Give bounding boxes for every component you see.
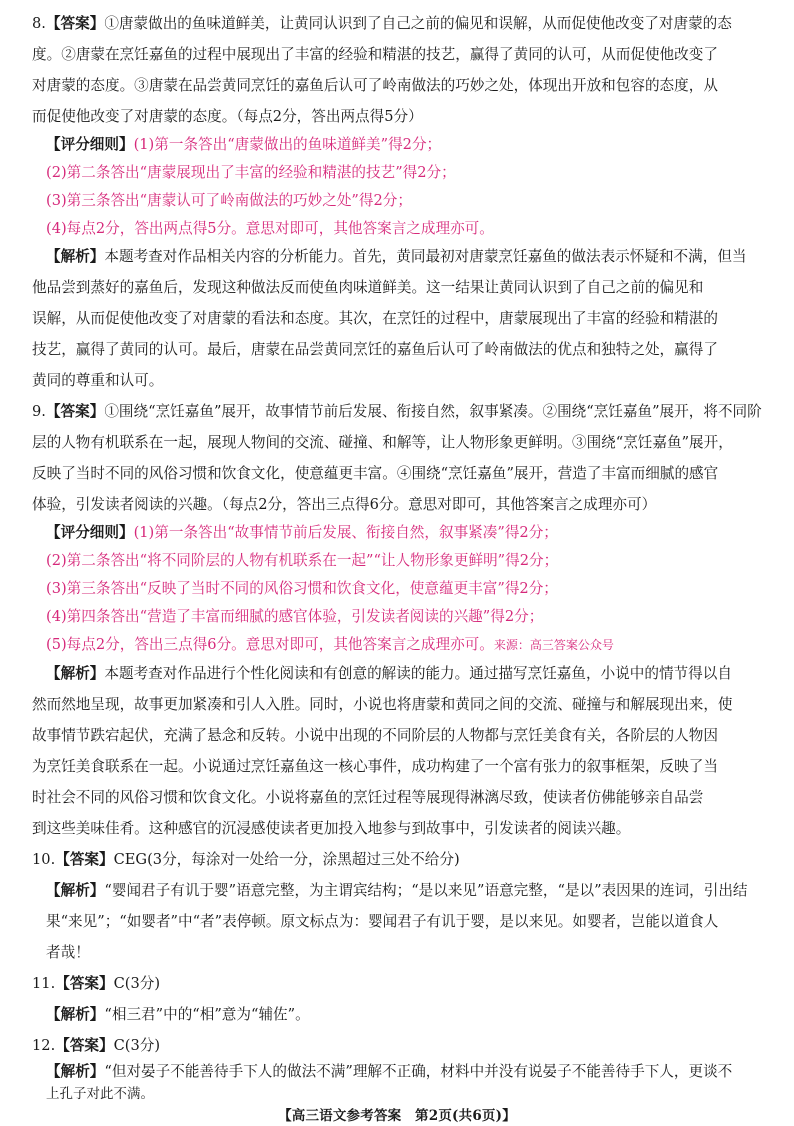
q9-analysis-line-6: 到这些美味佳肴。这种感官的沉浸感使读者更加投入地参与到故事中，引发读者的阅读兴趣。 xyxy=(32,820,631,837)
section-marker: 【解析】 xyxy=(46,1006,105,1023)
q9-scoring-line-1 xyxy=(46,523,558,543)
q8-answer-line-2: 度。②唐蒙在烹饪嘉鱼的过程中展现出了丰富的经验和精湛的技艺，赢得了黄同的认可，从而促使他改变了 xyxy=(32,46,718,63)
scoring-item: (1)第一条答出“唐蒙做出的鱼味道鲜美”得2分； xyxy=(133,136,442,153)
q12-analysis-line-2: 上孔子对此不满。 xyxy=(46,1086,154,1102)
q10-analysis-line-1: 【解析】“婴闻君子有讥于婴”语意完整，为主谓宾结构；“是以来见”语意完整，“是以”表因果的连词，引出结 xyxy=(46,882,748,899)
scoring-item: (5)每点2分，答出三点得6分。意思对即可，其他答案言之成理亦可。 xyxy=(46,636,494,653)
q8-analysis-line-1: 【解析】本题考查对作品相关内容的分析能力。首先，黄同最初对唐蒙烹饪嘉鱼的做法表示怀疑和不满，但当 xyxy=(46,248,747,265)
q8-scoring-line-3: (3)第三条答出“唐蒙认可了岭南做法的巧妙之处”得2分； xyxy=(46,192,412,209)
q9-answer-line-4: 体验，引发读者阅读的兴趣。（每点2分，答出三点得6分。意思对即可，其他答案言之成理亦可） xyxy=(32,496,657,513)
section-marker: 【答案】 xyxy=(55,1037,114,1054)
q10-analysis-line-2: 果“来见”；“如婴者”中“者”表停顿。原文标点为：婴闻君子有讥于婴，是以来见。如婴者，岂能以道食人 xyxy=(46,913,719,930)
q9-analysis-line-1: 【解析】本题考查对作品进行个性化阅读和有创意的解读的能力。通过描写烹饪嘉鱼，小说中的情节得以自 xyxy=(46,665,732,682)
q11-answer-line: 11.【答案】C(3分) xyxy=(32,975,161,992)
q9-scoring-line-5 xyxy=(46,635,614,655)
q10-answer-line: 10.【答案】CEG(3分，每涂对一处给一分，涂黑超过三处不给分) xyxy=(32,851,460,868)
section-marker: 【解析】 xyxy=(46,248,105,265)
q9-answer-line-1: 9.【答案】①围绕“烹饪嘉鱼”展开，故事情节前后发展、衔接自然，叙事紧凑。②围绕“烹饪嘉鱼”展开，将不同阶 xyxy=(32,403,762,420)
q8-answer-line-3: 对唐蒙的态度。③唐蒙在品尝黄同烹饪的嘉鱼后认可了岭南做法的巧妙之处，体现出开放和包容的态度，从 xyxy=(32,77,718,94)
q8-scoring-line-2: (2)第二条答出“唐蒙展现出了丰富的经验和精湛的技艺”得2分； xyxy=(46,164,456,181)
page-footer: 【高三语文参考答案 第2页(共6页)】 xyxy=(278,1108,516,1124)
q12-analysis-line-1: 【解析】“但对晏子不能善待手下人的做法不满”理解不正确，材料中并没有说晏子不能善待手下人，更谈不 xyxy=(46,1063,733,1080)
q8-analysis-line-3: 误解，从而促使他改变了对唐蒙的看法和态度。其次，在烹饪的过程中，唐蒙展现出了丰富的经验和精湛的 xyxy=(32,310,718,327)
q8-analysis-line-2: 他品尝到蒸好的嘉鱼后，发现这种做法反而使鱼肉味道鲜美。这一结果让黄同认识到了自己之前的偏见和 xyxy=(32,279,704,296)
q8-scoring-line-4: (4)每点2分，答出两点得5分。意思对即可，其他答案言之成理亦可。 xyxy=(46,220,494,237)
q9-answer-line-3: 反映了当时不同的风俗习惯和饮食文化，使意蕴更丰富。④围绕“烹饪嘉鱼”展开，营造了丰富而细腻的感官 xyxy=(32,465,719,482)
section-marker: 【答案】 xyxy=(55,851,114,868)
q8-answer-line-4: 而促使他改变了对唐蒙的态度。（每点2分，答出两点得5分） xyxy=(32,108,423,125)
scoring-item: (1)第一条答出“故事情节前后发展、衔接自然，叙事紧凑”得2分； xyxy=(133,524,558,541)
q12-answer-line: 12.【答案】C(3分) xyxy=(32,1037,161,1054)
section-marker: 【解析】 xyxy=(46,665,105,682)
scoring-heading: 【评分细则】 xyxy=(46,136,134,153)
q8-answer-line-1: 8.【答案】①唐蒙做出的鱼味道鲜美，让黄同认识到了自己之前的偏见和误解，从而促使他改变了对唐蒙的态 xyxy=(32,15,732,32)
scoring-heading: 【评分细则】 xyxy=(46,524,134,541)
section-marker: 【解析】 xyxy=(46,882,105,899)
section-marker: 【答案】 xyxy=(55,975,114,992)
q9-analysis-line-2: 然而然地呈现，故事更加紧凑和引人入胜。同时，小说也将唐蒙和黄同之间的交流、碰撞与和解展现出来，使 xyxy=(32,696,733,713)
q9-scoring-line-2: (2)第二条答出“将不同阶层的人物有机联系在一起”“让人物形象更鲜明”得2分； xyxy=(46,552,559,569)
q8-analysis-line-5: 黄同的尊重和认可。 xyxy=(32,372,164,389)
section-marker: 【解析】 xyxy=(46,1063,105,1080)
q8-analysis-line-4: 技艺，赢得了黄同的认可。最后，唐蒙在品尝黄同烹饪的嘉鱼后认可了岭南做法的优点和独特之处，赢得了 xyxy=(32,341,718,358)
section-marker: 【答案】 xyxy=(45,403,105,420)
source-note: 来源：高三答案公众号 xyxy=(493,638,614,652)
q8-scoring-line-1 xyxy=(46,135,441,155)
section-marker: 【答案】 xyxy=(45,15,105,32)
q9-scoring-line-3: (3)第三条答出“反映了当时不同的风俗习惯和饮食文化，使意蕴更丰富”得2分； xyxy=(46,580,558,597)
q10-analysis-line-3: 者哉！ xyxy=(46,944,90,961)
q9-analysis-line-3: 故事情节跌宕起伏，充满了悬念和反转。小说中出现的不同阶层的人物都与烹饪美食有关，各阶层的人物因 xyxy=(32,727,718,744)
q9-analysis-line-5: 时社会不同的风俗习惯和饮食文化。小说将嘉鱼的烹饪过程等展现得淋漓尽致，使读者仿佛能够亲自品尝 xyxy=(32,789,704,806)
q11-analysis-line: 【解析】“相三君”中的“相”意为“辅佐”。 xyxy=(46,1006,310,1023)
q9-scoring-line-4: (4)第四条答出“营造了丰富而细腻的感官体验，引发读者阅读的兴趣”得2分； xyxy=(46,608,544,625)
q9-answer-line-2: 层的人物有机联系在一起，展现人物间的交流、碰撞、和解等，让人物形象更鲜明。③围绕“烹饪嘉鱼”展开， xyxy=(32,434,733,451)
q9-analysis-line-4: 为烹饪美食联系在一起。小说通过烹饪嘉鱼这一核心事件，成功构建了一个富有张力的叙事框架，反映了当 xyxy=(32,758,718,775)
